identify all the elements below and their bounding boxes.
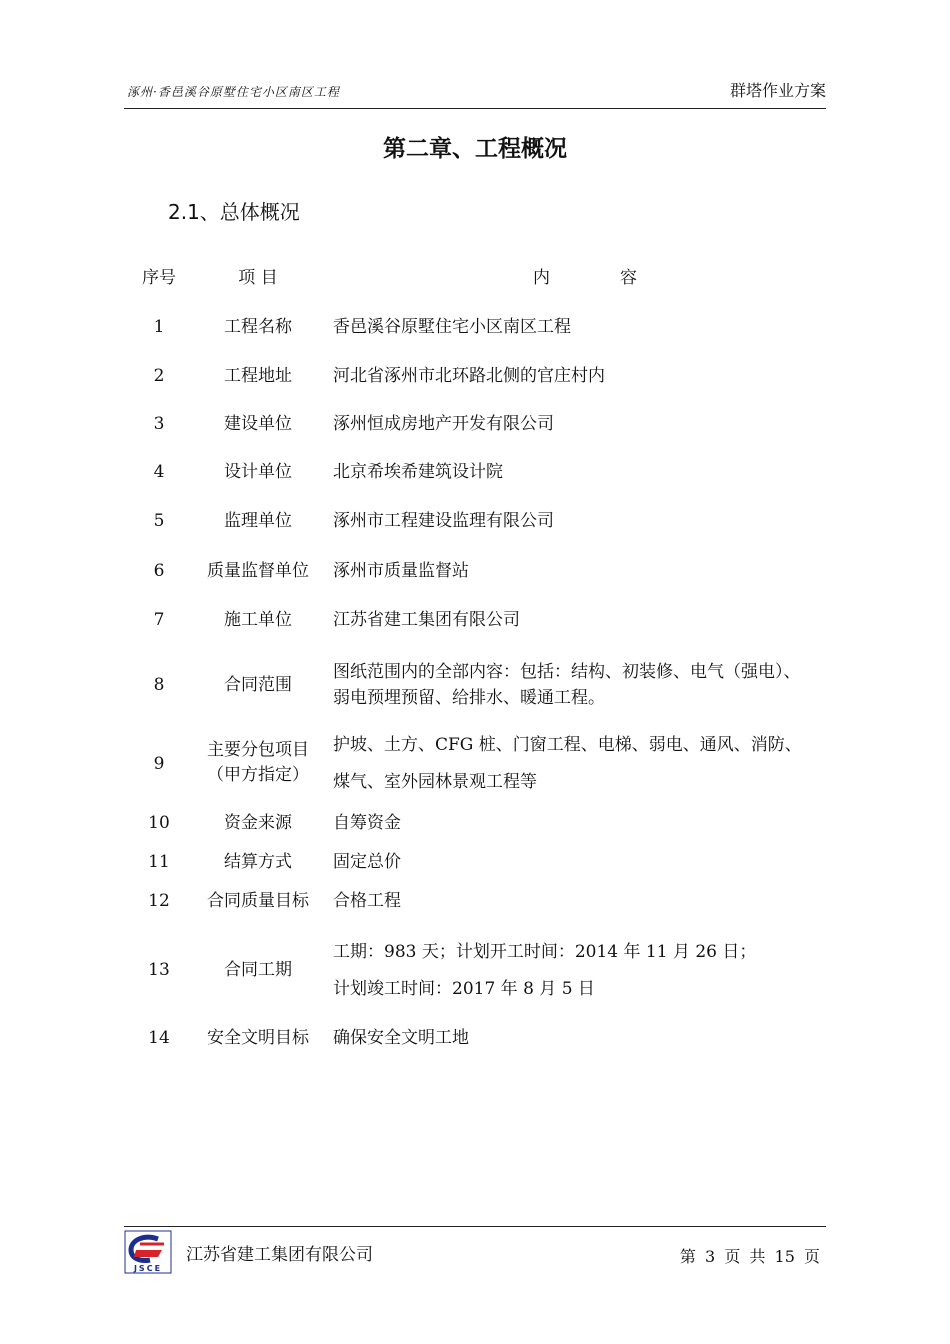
page-total-prefix: 共	[749, 1247, 766, 1266]
table-header-no: 序号	[142, 268, 176, 288]
table-row-item: 质量监督单位	[207, 561, 309, 581]
table-row-no: 13	[148, 960, 170, 980]
page-number	[680, 1244, 824, 1267]
header-project-name: 涿州·香邑溪谷原墅住宅小区南区工程	[127, 85, 340, 99]
table-row-content: 确保安全文明工地	[333, 1028, 469, 1048]
table-row-content: 涿州恒成房地产开发有限公司	[333, 414, 554, 434]
table-row-content: 自筹资金	[333, 813, 401, 833]
table-row-content: 固定总价	[333, 852, 401, 872]
table-row-no: 9	[153, 754, 165, 774]
table-row-item: 监理单位	[224, 511, 292, 531]
table-row-no: 7	[153, 610, 165, 630]
page-current: 3	[705, 1247, 716, 1266]
table-row-content: 涿州市质量监督站	[333, 561, 469, 581]
table-row-content-line2: 弱电预埋预留、给排水、暖通工程。	[333, 688, 605, 708]
table-row-item: 工程地址	[224, 366, 292, 386]
table-row-no: 11	[148, 852, 170, 872]
table-row-content-line2: 煤气、室外园林景观工程等	[333, 772, 537, 792]
table-row-no: 5	[153, 511, 165, 531]
table-row-no: 1	[153, 317, 165, 337]
page-word: 页	[724, 1247, 741, 1266]
table-row-item: 合同范围	[224, 675, 292, 695]
table-row-item: 设计单位	[224, 462, 292, 482]
table-row-content: 涿州市工程建设监理有限公司	[333, 511, 554, 531]
table-row-content: 江苏省建工集团有限公司	[333, 610, 520, 630]
table-row-no: 3	[153, 414, 165, 434]
header-document-type: 群塔作业方案	[729, 81, 826, 100]
table-row-content: 工期：983 天；计划开工时间：2014 年 11 月 26 日；	[333, 942, 757, 962]
company-logo	[124, 1230, 172, 1274]
table-row-item: 施工单位	[224, 610, 292, 630]
table-row-no: 6	[153, 561, 165, 581]
table-row-item: 安全文明目标	[207, 1028, 309, 1048]
footer-divider	[124, 1226, 826, 1227]
table-row-content: 北京希埃希建筑设计院	[333, 462, 503, 482]
page-suffix: 页	[803, 1247, 820, 1266]
table-row-item: 合同质量目标	[207, 891, 309, 911]
table-row-item: 工程名称	[224, 317, 292, 337]
page-prefix: 第	[679, 1247, 696, 1266]
table-row-item: 主要分包项目	[207, 740, 309, 760]
table-header-content-b: 容	[620, 268, 637, 288]
table-row-item-line2: （甲方指定）	[207, 765, 309, 785]
table-row-content: 合格工程	[333, 891, 401, 911]
table-row-item: 建设单位	[224, 414, 292, 434]
table-row-content: 护坡、土方、CFG 桩、门窗工程、电梯、弱电、通风、消防、	[333, 735, 802, 755]
table-row-no: 14	[148, 1028, 170, 1048]
table-row-item: 合同工期	[224, 960, 292, 980]
table-header-item: 项 目	[238, 268, 278, 288]
chapter-title: 第二章、工程概况	[383, 136, 567, 162]
table-row-no: 8	[153, 675, 165, 695]
header-divider	[124, 108, 826, 109]
table-header-content-a: 内	[533, 268, 550, 288]
section-title: 2.1、总体概况	[168, 200, 300, 224]
table-row-no: 10	[148, 813, 170, 833]
table-row-item: 结算方式	[224, 852, 292, 872]
footer-company-name: 江苏省建工集团有限公司	[186, 1245, 373, 1265]
table-row-no: 2	[153, 366, 165, 386]
table-row-item: 资金来源	[224, 813, 292, 833]
table-row-content: 香邑溪谷原墅住宅小区南区工程	[333, 317, 571, 337]
table-row-content: 河北省涿州市北环路北侧的官庄村内	[333, 366, 605, 386]
logo-lettering: JSCE	[133, 1264, 163, 1273]
table-row-content: 图纸范围内的全部内容：包括：结构、初装修、电气（强电）、	[333, 662, 801, 682]
table-row-no: 4	[153, 462, 165, 482]
page-total: 15	[774, 1247, 795, 1266]
table-row-content-line2: 计划竣工时间：2017 年 8 月 5 日	[333, 979, 595, 999]
table-row-no: 12	[148, 891, 170, 911]
